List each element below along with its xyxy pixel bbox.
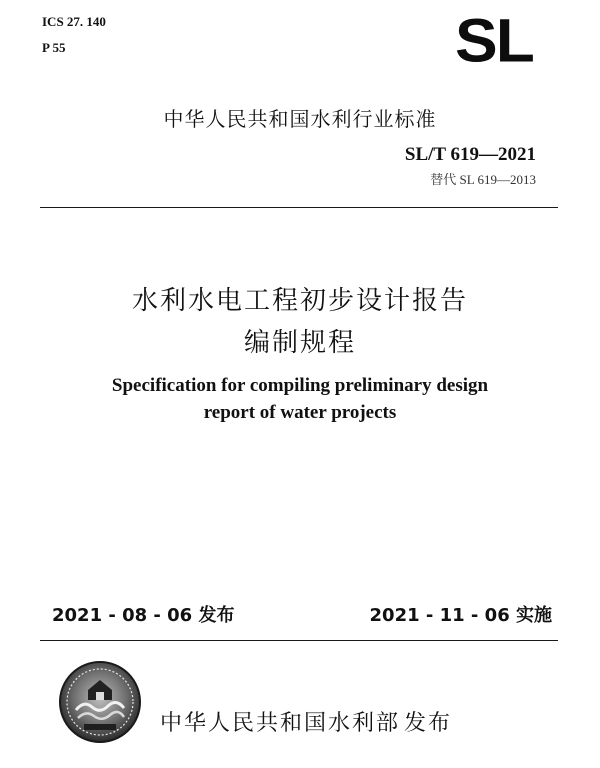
title-chinese-line1: 水利水电工程初步设计报告	[131, 286, 468, 316]
title-chinese-line2: 编制规程	[243, 328, 356, 358]
ministry-emblem-icon	[58, 660, 142, 744]
standard-category: 中华人民共和国水利行业标准	[163, 107, 437, 131]
replaces-note: 替代 SL 619—2013	[430, 172, 536, 187]
publish-label: 发布	[404, 711, 453, 736]
sl-logo: SL	[455, 6, 533, 75]
publisher-name: 中华人民共和国水利部	[160, 711, 401, 736]
header-divider	[40, 207, 558, 208]
classification-code: P 55	[42, 40, 66, 55]
ics-code: ICS 27. 140	[42, 14, 106, 29]
standard-number: SL/T 619—2021	[404, 144, 536, 165]
implementation-date: 2021 - 11 - 06 实施	[369, 605, 552, 626]
title-english-line1: Specification for compiling preliminary design	[111, 375, 489, 396]
footer-divider	[40, 640, 558, 641]
issue-date: 2021 - 08 - 06 发布	[52, 605, 235, 626]
title-english-line2: report of water projects	[203, 402, 397, 423]
